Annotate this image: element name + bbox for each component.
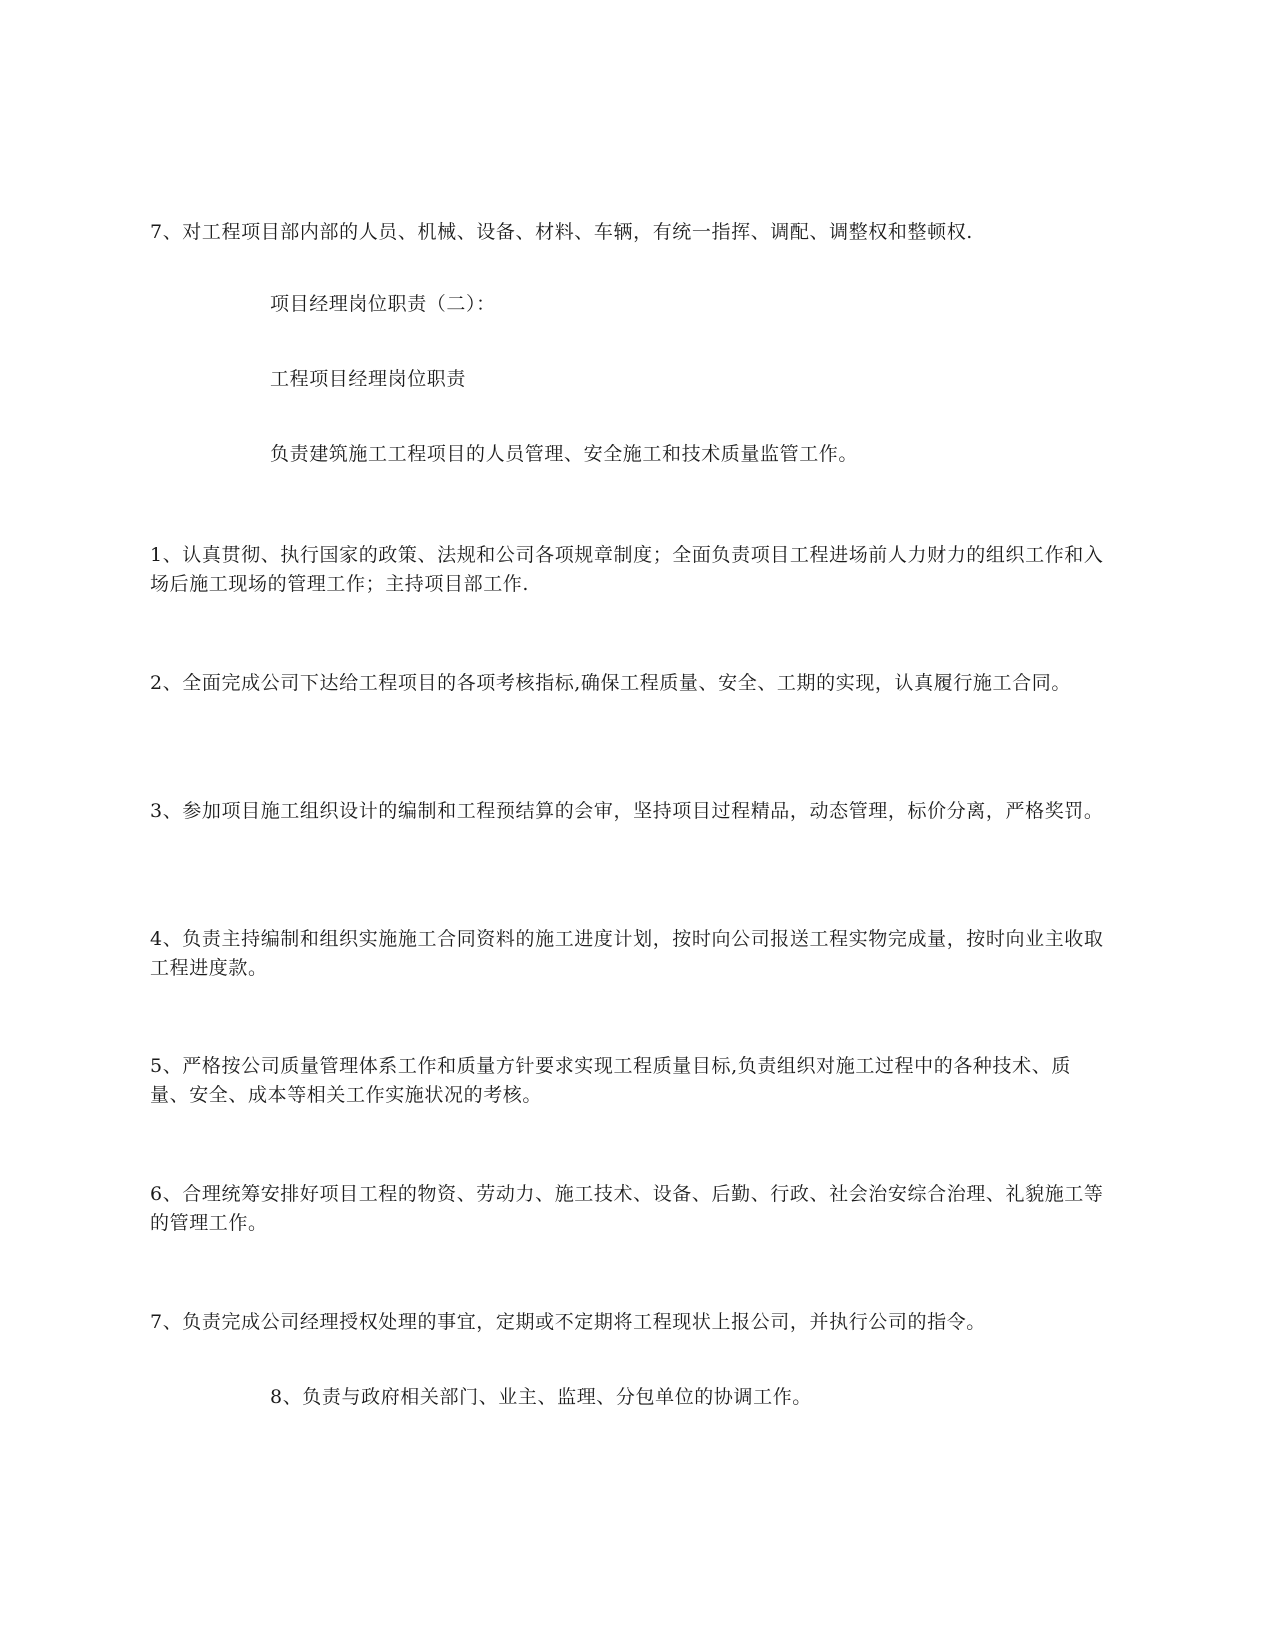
section-heading: 项目经理岗位职责（二）： (270, 293, 496, 315)
duty-item-7: 7、负责完成公司经理授权处理的事宜，定期或不定期将工程现状上报公司，并执行公司的指令。 (150, 1311, 986, 1333)
duty-item-4: 4、负责主持编制和组织实施施工合同资料的施工进度计划，按时向公司报送工程实物完成量，按时向业主收取工程进度款。 (150, 928, 1104, 979)
section-summary: 负责建筑施工工程项目的人员管理、安全施工和技术质量监管工作。 (270, 443, 859, 465)
duty-item-3: 3、参加项目施工组织设计的编制和工程预结算的会审，坚持项目过程精品，动态管理，标价分离，严格奖罚。 (150, 800, 1104, 822)
duty-item-2: 2、全面完成公司下达给工程项目的各项考核指标,确保工程质量、安全、工期的实现，认真履行施工合同。 (150, 672, 1071, 694)
paragraph-item-7-authority: 7、对工程项目部内部的人员、机械、设备、材料、车辆，有统一指挥、调配、调整权和整顿权. (150, 221, 973, 243)
duty-item-6: 6、合理统筹安排好项目工程的物资、劳动力、施工技术、设备、后勤、行政、社会治安综合治理、礼貌施工等的管理工作。 (150, 1183, 1104, 1234)
duty-item-1: 1、认真贯彻、执行国家的政策、法规和公司各项规章制度；全面负责项目工程进场前人力财力的组织工作和入场后施工现场的管理工作；主持项目部工作. (150, 544, 1104, 595)
duty-item-8: 8、负责与政府相关部门、业主、监理、分包单位的协调工作。 (270, 1386, 812, 1408)
section-title: 工程项目经理岗位职责 (270, 368, 467, 390)
duty-item-5: 5、严格按公司质量管理体系工作和质量方针要求实现工程质量目标,负责组织对施工过程中的各种技术、质量、安全、成本等相关工作实施状况的考核。 (150, 1055, 1071, 1106)
